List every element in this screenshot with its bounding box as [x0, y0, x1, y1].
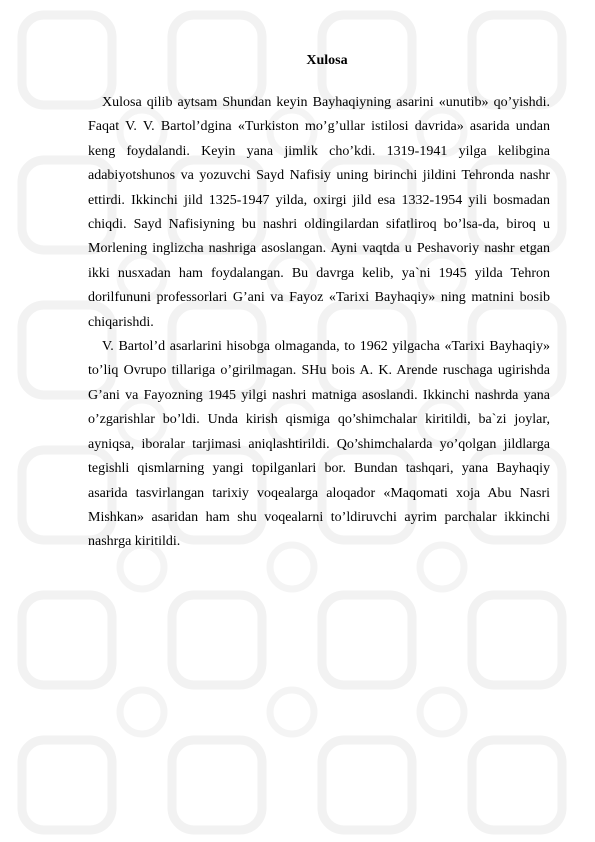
document-page	[88, 51, 550, 555]
paragraph-1: Xulosa qilib aytsam Shundan keyin Bayhaqiyning asarini «unutib» qo’yishdi. Faqat V. V. Bartol’dgina «Turkiston mo’g’ullar istilosi davrida» asarida undan keng foydalandi. Keyin yana jimlik cho’kdi. 1319-1941 yilga kelibgina adabiyotshunos va yozuvchi Sayd Nafisiy uning birinchi jildini Tehronda nashr ettirdi. Ikkinchi jild 1325-1947 yilda, oxirgi jild esa 1332-1954 yili bosmadan chiqdi. Sayd Nafisiyning bu nashri oldingilardan sifatliroq bo’lsa-da, biroq u Morlening inglizcha nashriga asoslangan. Ayni vaqtda u Peshavoriy nashr etgan ikki nusxadan ham foydalangan. Bu davrga kelib, ya`ni 1945 yilda Tehron dorilfununi professorlari G’ani va Fayoz «Tarixi Bayhaqiy» ning matnini bosib chiqarishdi.	[88, 95, 550, 330]
document-title: Xulosa	[306, 53, 348, 68]
paragraph-2: V. Bartol’d asarlarini hisobga olmaganda, to 1962 yilgacha «Tarixi Bayhaqiy» to’liq Ovrupo tillariga o’girilmagan. SHu bois A. K. Arende ruschaga ugirishda G’ani va Fayozning 1945 yilgi nashri matniga asoslandi. Ikkinchi nashrda yana o’zgarishlar bo’ldi. Unda kirish qismiga qo’shimchalar kiritildi, ba`zi joylar, ayniqsa, iboralar tarjimasi aniqlashtirildi. Qo’shimchalarda yo’qolgan jildlarga tegishli qismlarning yangi topilganlari bor. Bundan tashqari, yana Bayhaqiy asarida tasvirlangan tarixiy voqealarga aloqador «Maqomati xoja Abu Nasri Mishkan» asaridan ham shu voqealarni to’ldiruvchi ayrim parchalar ikkinchi nashrga kiritildi.	[88, 339, 550, 550]
